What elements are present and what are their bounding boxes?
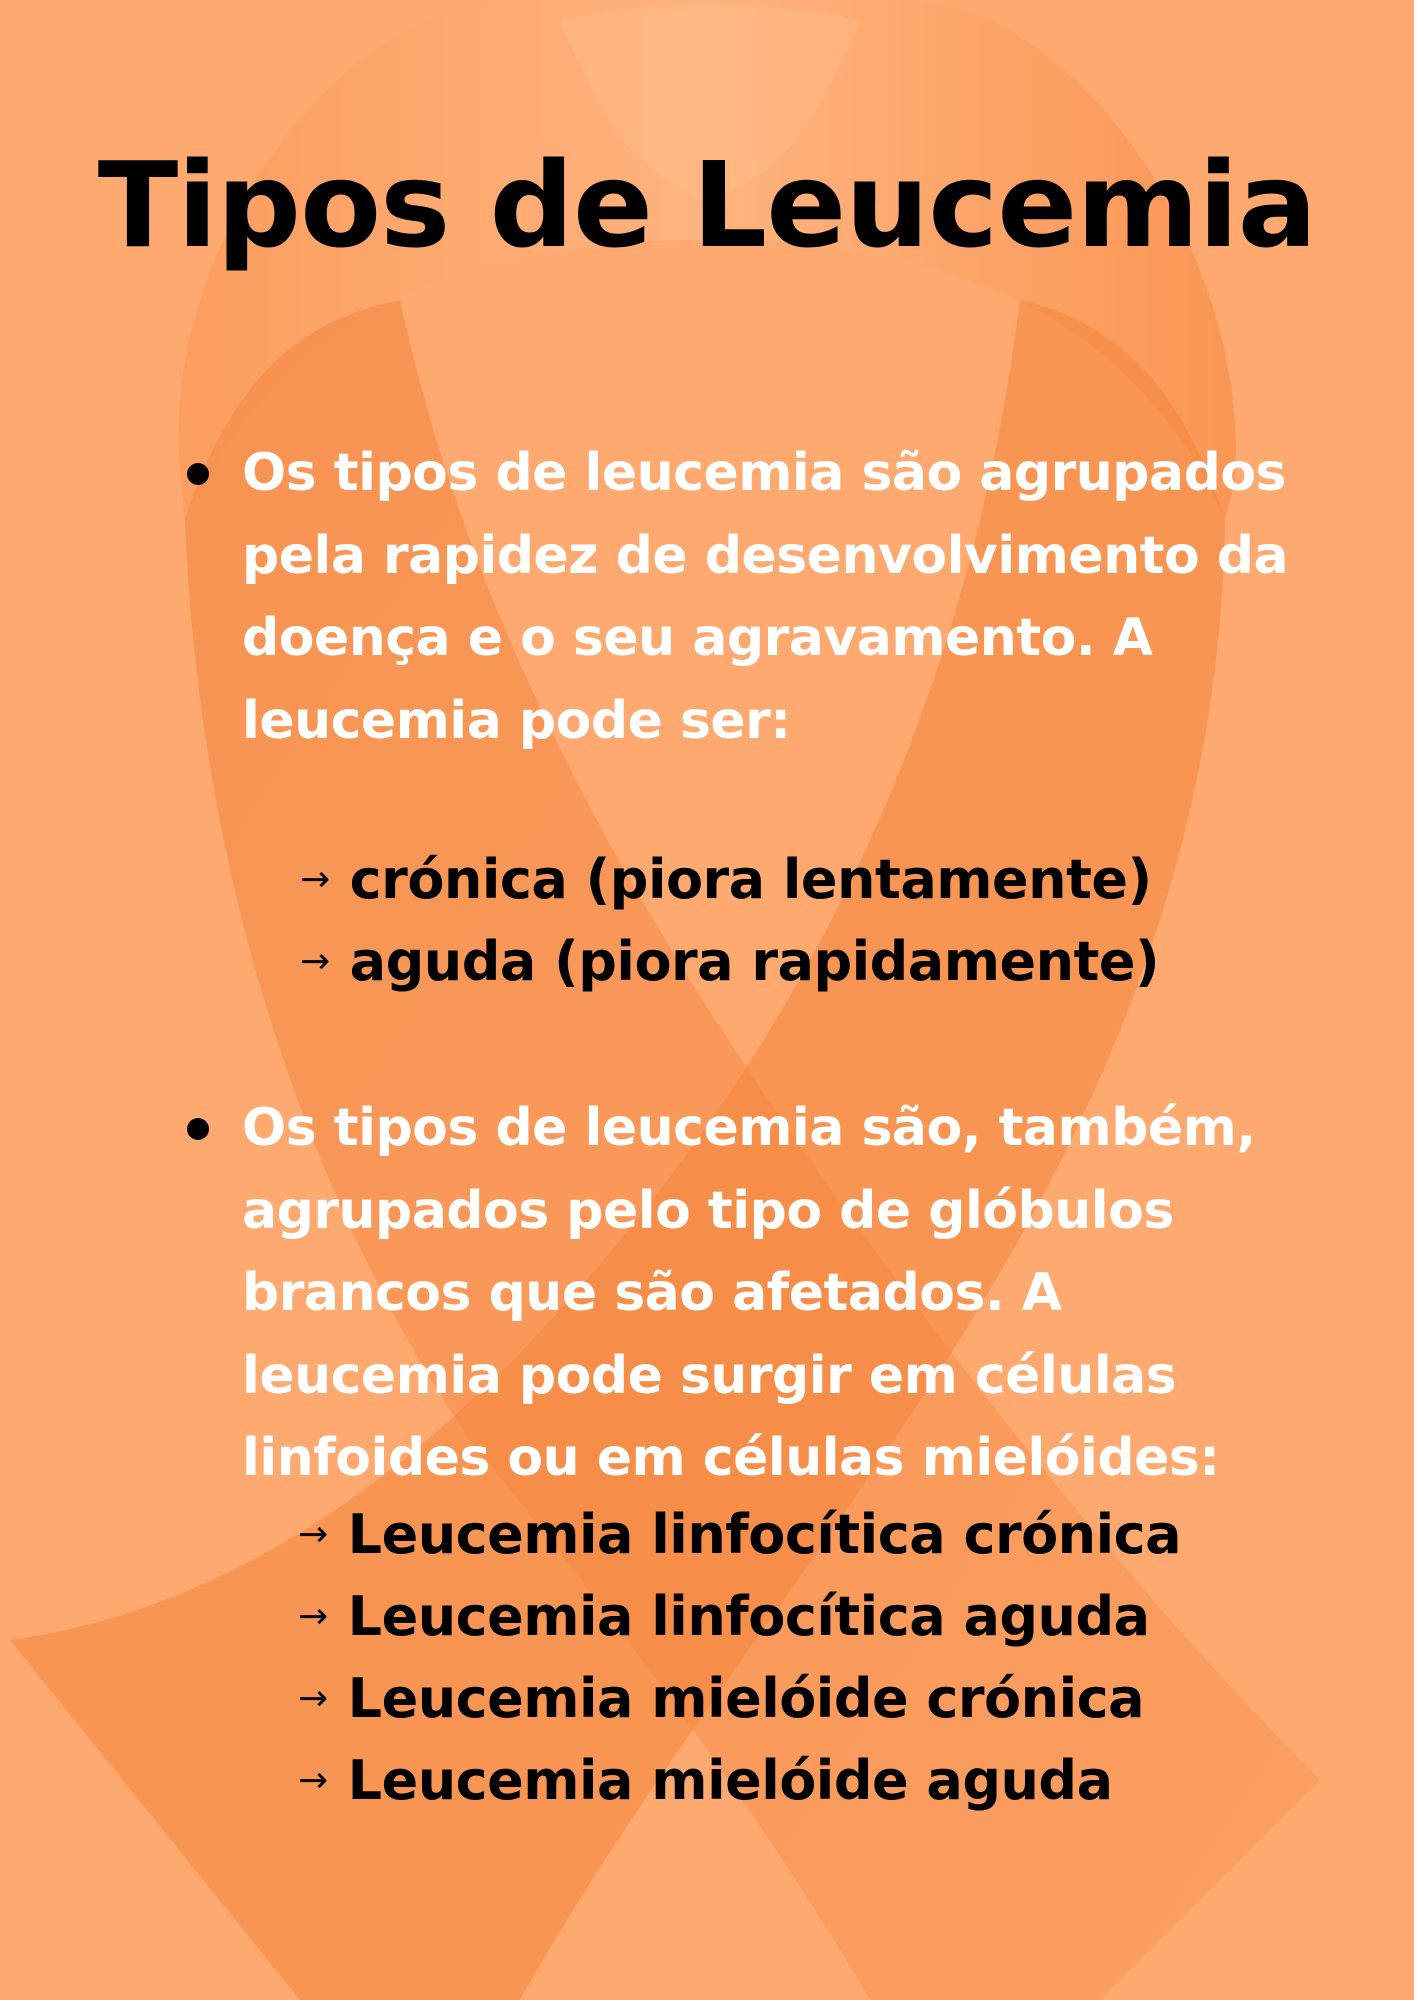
list-item-cll [298,1503,1181,1566]
list-item-label: Leucemia linfocítica crónica [347,1503,1182,1566]
list-item-label: aguda (piora rapidamente) [349,930,1160,993]
paragraph-speed-grouping: Os tipos de leucemia são agrupados pela rapidez de desenvolvimento da doença e o seu agravamento. A leucemia pode ser: [242,443,1289,751]
arrow-right-icon: → [298,1513,328,1555]
bullet-point-1 [187,463,209,485]
page-title: Tipos de Leucemia [97,136,1317,274]
list-item-cml [298,1667,1144,1730]
list-item-aml [298,1749,1113,1812]
arrow-right-icon: → [300,940,330,982]
list-item-label: Leucemia mielóide aguda [347,1749,1113,1812]
arrow-right-icon: → [300,858,330,900]
list-item-label: Leucemia linfocítica aguda [347,1585,1150,1648]
bullet-point-2 [187,1118,209,1140]
list-item-label: Leucemia mielóide crónica [347,1667,1145,1730]
list-item-all [298,1585,1150,1648]
list-item-label: crónica (piora lentamente) [349,848,1152,911]
arrow-right-icon: → [298,1595,328,1637]
list-item-chronic [300,848,1152,911]
paragraph-cell-grouping: Os tipos de leucemia são, também, agrupados pelo tipo de glóbulos brancos que são afetados. A leucemia pode surgir em células linfoides ou em células mielóides: [242,1098,1256,1488]
list-item-acute [300,930,1159,993]
arrow-right-icon: → [298,1759,328,1801]
arrow-right-icon: → [298,1677,328,1719]
